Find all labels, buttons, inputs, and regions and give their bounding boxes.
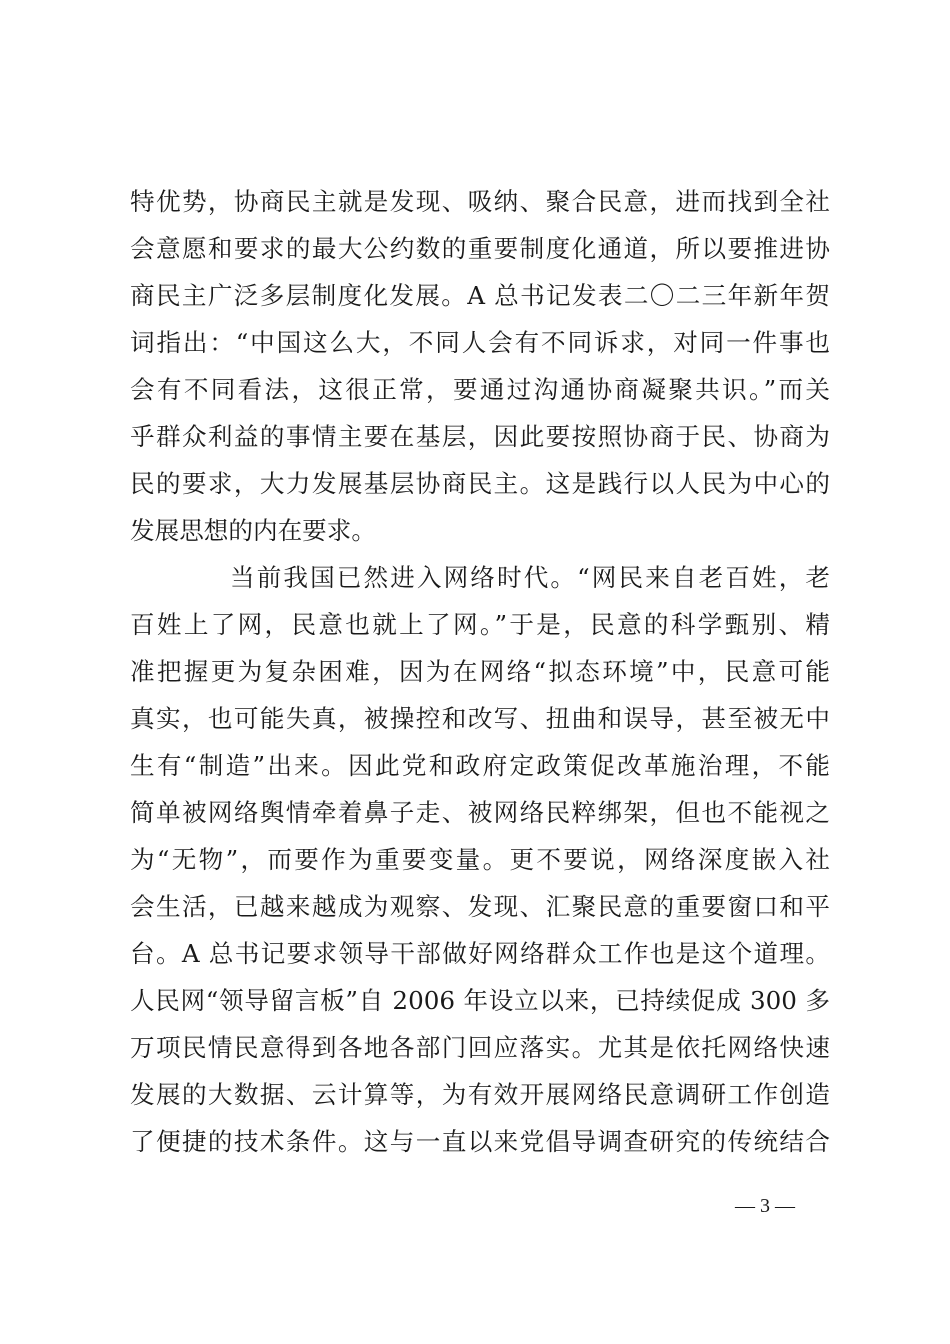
paragraph-2-line-9: 台。A 总书记要求领导干部做好网络群众工作也是这个道理。	[130, 939, 830, 968]
paragraph-2-line-13: 了便捷的技术条件。这与一直以来党倡导调查研究的传统结合	[130, 1127, 830, 1156]
paragraph-2-line-8: 会生活，已越来越成为观察、发现、汇聚民意的重要窗口和平	[130, 892, 830, 921]
paragraph-2-line-4: 真实，也可能失真，被操控和改写、扭曲和误导，甚至被无中	[130, 704, 830, 733]
paragraph-2-line-2: 百姓上了网，民意也就上了网。”于是，民意的科学甄别、精	[130, 610, 830, 639]
page-number: — 3 —	[735, 1195, 795, 1217]
paragraph-2-line-12: 发展的大数据、云计算等，为有效开展网络民意调研工作创造	[130, 1080, 830, 1109]
paragraph-1-line-2: 会意愿和要求的最大公约数的重要制度化通道，所以要推进协	[130, 234, 830, 263]
paragraph-1-line-1: 特优势，协商民主就是发现、吸纳、聚合民意，进而找到全社	[130, 187, 830, 216]
body-text	[130, 178, 830, 1165]
paragraph-2-line-7: 为“无物”，而要作为重要变量。更不要说，网络深度嵌入社	[130, 845, 830, 874]
paragraph-1-line-6: 乎群众利益的事情主要在基层，因此要按照协商于民、协商为	[130, 422, 830, 451]
paragraph-2-line-6: 简单被网络舆情牵着鼻子走、被网络民粹绑架，但也不能视之	[130, 798, 830, 827]
paragraph-1-line-3: 商民主广泛多层制度化发展。A 总书记发表二〇二三年新年贺	[130, 281, 830, 310]
paragraph-2-line-10: 人民网“领导留言板”自 2006 年设立以来，已持续促成 300 多	[130, 986, 830, 1015]
paragraph-1-line-5: 会有不同看法，这很正常，要通过沟通协商凝聚共识。”而关	[130, 375, 830, 404]
paragraph-2-line-1: 当前我国已然进入网络时代。“网民来自老百姓，老	[230, 563, 830, 592]
paragraph-2-line-5: 生有“制造”出来。因此党和政府定政策促改革施治理，不能	[130, 751, 830, 780]
paragraph-2-line-3: 准把握更为复杂困难，因为在网络“拟态环境”中，民意可能	[130, 657, 830, 686]
paragraph-1-line-7: 民的要求，大力发展基层协商民主。这是践行以人民为中心的	[130, 469, 830, 498]
paragraph-1-line-8: 发展思想的内在要求。	[130, 516, 376, 545]
paragraph-2-line-11: 万项民情民意得到各地各部门回应落实。尤其是依托网络快速	[130, 1033, 830, 1062]
paragraph-1-line-4: 词指出：“中国这么大，不同人会有不同诉求，对同一件事也	[130, 328, 830, 357]
